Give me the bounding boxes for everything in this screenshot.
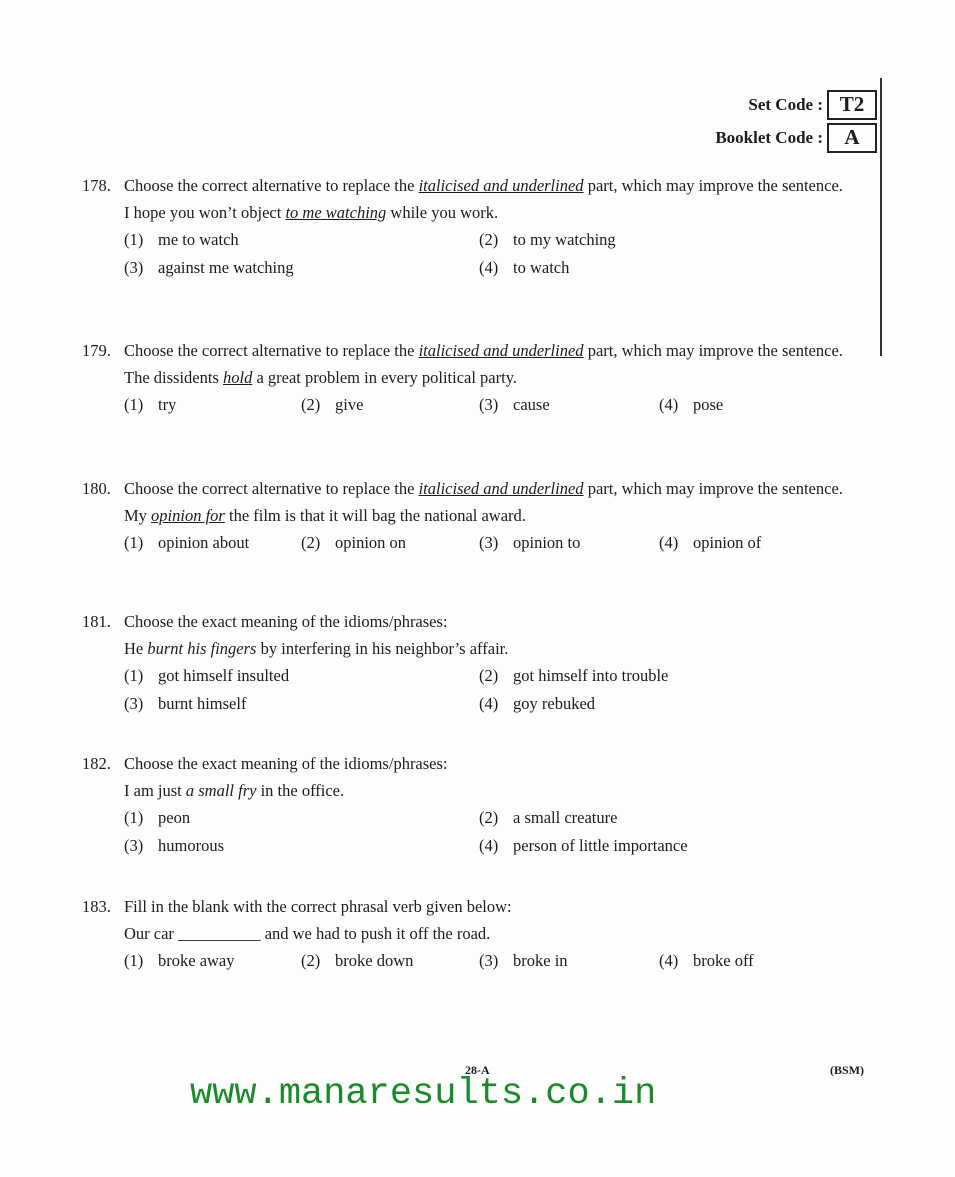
stem-text: Choose the correct alternative to replace the <box>124 176 419 195</box>
option-2[interactable]: (2) broke down <box>301 951 414 970</box>
question-number: 178. <box>82 176 111 195</box>
stem-emphasis: italicised and underlined <box>418 479 584 498</box>
set-code-label: Set Code : <box>748 94 823 114</box>
option-3[interactable]: (3) broke in <box>479 951 568 970</box>
stem-text-end: part, which may improve the sentence. <box>583 479 843 498</box>
options-row-1 <box>124 226 882 254</box>
question-number: 180. <box>82 479 111 498</box>
question-sentence: My opinion for the film is that it will bag the national award. <box>124 506 526 525</box>
booklet-code-label: Booklet Code : <box>715 127 823 147</box>
code-block <box>715 88 877 154</box>
stem-text: Choose the exact meaning of the idioms/phrases: <box>124 612 448 631</box>
question-number: 181. <box>82 612 111 631</box>
option-4[interactable]: (4) pose <box>659 395 724 414</box>
option-2[interactable]: (2) give <box>301 395 364 414</box>
sentence-emphasis: a small fry <box>185 781 257 800</box>
question-stem <box>82 750 882 777</box>
question-sentence: I hope you won’t object to me watching while you work. <box>124 203 499 222</box>
stem-text-end: part, which may improve the sentence. <box>583 341 843 360</box>
options-row-1 <box>124 662 882 690</box>
question-179 <box>82 337 882 419</box>
option-2[interactable]: (2) got himself into trouble <box>479 666 669 685</box>
option-3[interactable]: (3) cause <box>479 395 550 414</box>
option-1[interactable]: (1) try <box>124 395 177 414</box>
stem-text: Fill in the blank with the correct phrasal verb given below: <box>124 897 512 916</box>
sentence-emphasis: to me watching <box>285 203 387 222</box>
options-row-2 <box>124 690 882 718</box>
fill-blank: __________ <box>178 924 261 943</box>
question-stem <box>82 608 882 635</box>
options-row-1 <box>124 529 882 557</box>
options-row-1 <box>124 804 882 832</box>
watermark: www.manaresults.co.in <box>190 1073 657 1115</box>
footer-code: (BSM) <box>830 1063 864 1077</box>
option-4[interactable]: (4) to watch <box>479 258 570 277</box>
question-183 <box>82 893 882 975</box>
option-1[interactable]: (1) got himself insulted <box>124 666 290 685</box>
option-3[interactable]: (3) burnt himself <box>124 694 247 713</box>
option-3[interactable]: (3) against me watching <box>124 258 294 277</box>
options-row-1 <box>124 391 882 419</box>
options-row-1 <box>124 947 882 975</box>
sentence-emphasis: opinion for <box>151 506 225 525</box>
question-sentence: Our car __________ and we had to push it off the road. <box>124 924 491 943</box>
option-2[interactable]: (2) to my watching <box>479 230 616 249</box>
question-178 <box>82 172 882 282</box>
question-stem <box>82 172 882 199</box>
question-stem <box>82 337 882 364</box>
option-3[interactable]: (3) opinion to <box>479 533 581 552</box>
option-1[interactable]: (1) peon <box>124 808 191 827</box>
option-2[interactable]: (2) opinion on <box>301 533 407 552</box>
stem-text: Choose the correct alternative to replace the <box>124 341 419 360</box>
question-sentence: I am just a small fry in the office. <box>124 781 345 800</box>
question-stem <box>82 893 882 920</box>
question-182 <box>82 750 882 860</box>
options-row-2 <box>124 832 882 860</box>
question-stem <box>82 475 882 502</box>
option-4[interactable]: (4) goy rebuked <box>479 694 596 713</box>
question-number: 183. <box>82 897 111 916</box>
option-4[interactable]: (4) opinion of <box>659 533 762 552</box>
question-sentence: The dissidents hold a great problem in every political party. <box>124 368 518 387</box>
sentence-emphasis: hold <box>223 368 253 387</box>
question-180 <box>82 475 882 557</box>
question-181 <box>82 608 882 718</box>
option-1[interactable]: (1) broke away <box>124 951 235 970</box>
stem-text: Choose the correct alternative to replace the <box>124 479 419 498</box>
question-number: 179. <box>82 341 111 360</box>
question-number: 182. <box>82 754 111 773</box>
stem-emphasis: italicised and underlined <box>418 341 584 360</box>
booklet-code-row <box>715 121 877 154</box>
page-number: 28-A <box>465 1063 490 1077</box>
stem-text: Choose the exact meaning of the idioms/phrases: <box>124 754 448 773</box>
option-4[interactable]: (4) broke off <box>659 951 754 970</box>
option-2[interactable]: (2) a small creature <box>479 808 618 827</box>
option-1[interactable]: (1) opinion about <box>124 533 250 552</box>
options-row-2 <box>124 254 882 282</box>
booklet-code-value: A <box>827 123 877 153</box>
sentence-emphasis: burnt his fingers <box>147 639 257 658</box>
set-code-row <box>715 88 877 121</box>
set-code-value: T2 <box>827 90 877 120</box>
stem-text-end: part, which may improve the sentence. <box>583 176 843 195</box>
stem-emphasis: italicised and underlined <box>418 176 584 195</box>
option-1[interactable]: (1) me to watch <box>124 230 239 249</box>
option-3[interactable]: (3) humorous <box>124 836 224 855</box>
option-4[interactable]: (4) person of little importance <box>479 836 688 855</box>
question-sentence: He burnt his fingers by interfering in his neighbor’s affair. <box>124 639 509 658</box>
